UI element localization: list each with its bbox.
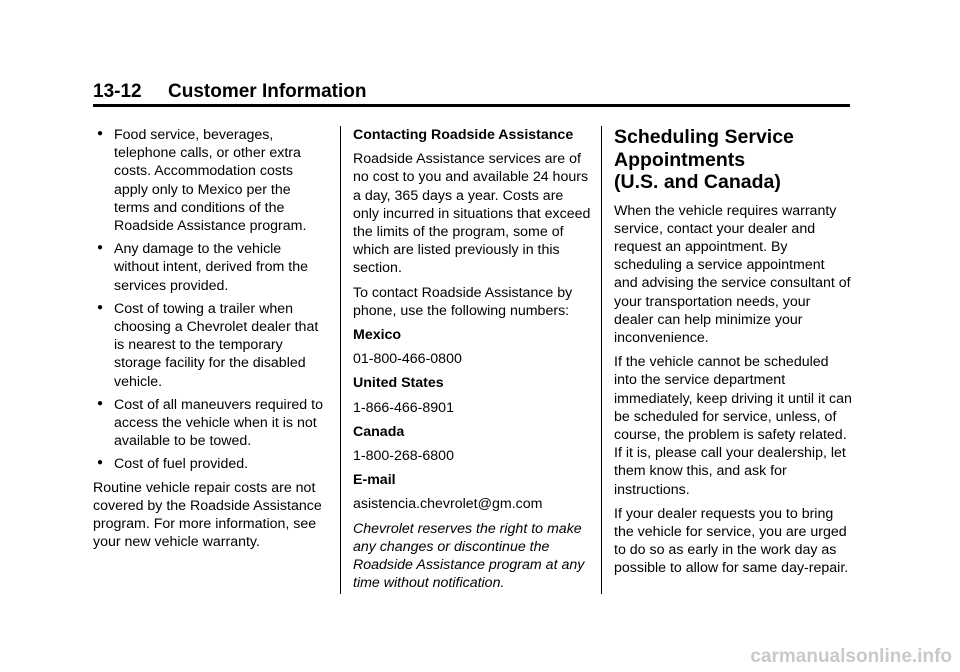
contact-label-canada: Canada — [353, 423, 405, 440]
bullet-icon: ● — [97, 128, 104, 139]
list-item — [93, 396, 329, 451]
contact-value-mexico: 01-800-466-0800 — [353, 351, 462, 368]
contact-value-us: 1-866-466-8901 — [353, 399, 454, 416]
contact-label-us: United States — [353, 375, 444, 392]
list-item-text: Cost of fuel provided. — [114, 456, 249, 473]
bullet-icon: ● — [97, 242, 104, 254]
list-item-text: Cost of all maneuvers required to access the vehicle when it is not available to be towed. — [114, 396, 323, 450]
section-heading-line: Scheduling Service — [614, 126, 794, 148]
subheading-contacting: Contacting Roadside Assistance — [353, 127, 574, 143]
disclaimer-note: Chevrolet reserves the right to make any changes or discontinue the Roadside Assistance program at any time without notification. — [353, 520, 585, 592]
column-divider — [340, 126, 341, 594]
column-middle — [353, 126, 593, 598]
list-item-text: Cost of towing a trailer when choosing a Chevrolet dealer that is nearest to the temporary storage facility for the disabled vehicle. — [114, 300, 319, 390]
page-header — [93, 81, 366, 103]
column-right — [614, 126, 852, 584]
page-number: 13-12 — [93, 81, 142, 102]
list-item — [93, 240, 329, 295]
coverage-paragraph: Routine vehicle repair costs are not covered by the Roadside Assistance program. For more information, see your new vehicle warranty. — [93, 479, 322, 551]
list-item-text: Any damage to the vehicle without intent, derived from the services provided. — [114, 241, 308, 294]
section-heading-line: Appointments — [614, 148, 746, 171]
dealer-request-paragraph: If your dealer requests you to bring the vehicle for service, you are urged to do so as early in the work day as possible to allow for same day-repair. — [614, 505, 849, 577]
contact-value-email: asistencia.chevrolet@gm.com — [353, 496, 543, 513]
contact-label-mexico: Mexico — [353, 327, 402, 344]
column-left — [93, 126, 329, 557]
list-item — [93, 455, 329, 473]
list-item-text: Food service, beverages, telephone calls, or other extra costs. Accommodation costs apply only to Mexico per the terms and conditions of the Roadside Assistance program. — [114, 127, 307, 235]
contact-intro-paragraph: To contact Roadside Assistance by phone, use the following numbers: — [353, 284, 573, 319]
section-title: Customer Information — [168, 81, 367, 102]
section-heading — [614, 126, 852, 194]
contact-label-email: E-mail — [353, 472, 396, 489]
warranty-paragraph: When the vehicle requires warranty service, contact your dealer and request an appointment. By scheduling a service appointment and advising the service consultant of your transportation needs, your dealer can help minimize your inconvenience. — [614, 202, 851, 346]
header-rule — [93, 104, 850, 107]
services-paragraph: Roadside Assistance services are of no cost to you and available 24 hours a day, 365 days a year. Costs are only incurred in situations that exceed the limits of the program, some of which are listed previously in this section. — [353, 151, 591, 277]
list-item — [93, 126, 329, 235]
section-heading-line: (U.S. and Canada) — [614, 171, 781, 193]
column-divider — [601, 126, 602, 594]
bullet-icon: ● — [97, 457, 104, 469]
bullet-icon: ● — [97, 397, 104, 409]
watermark: carmanualsonline.info — [750, 646, 952, 667]
bullet-icon: ● — [97, 301, 104, 313]
contact-value-canada: 1-800-268-6800 — [353, 448, 454, 465]
scheduling-paragraph: If the vehicle cannot be scheduled into the service department immediately, keep driving it until it can be scheduled for service, unless, of course, the problem is safety related. If it is, please call your dealership, let them know this, and ask for instructions. — [614, 354, 852, 498]
list-item — [93, 300, 329, 391]
